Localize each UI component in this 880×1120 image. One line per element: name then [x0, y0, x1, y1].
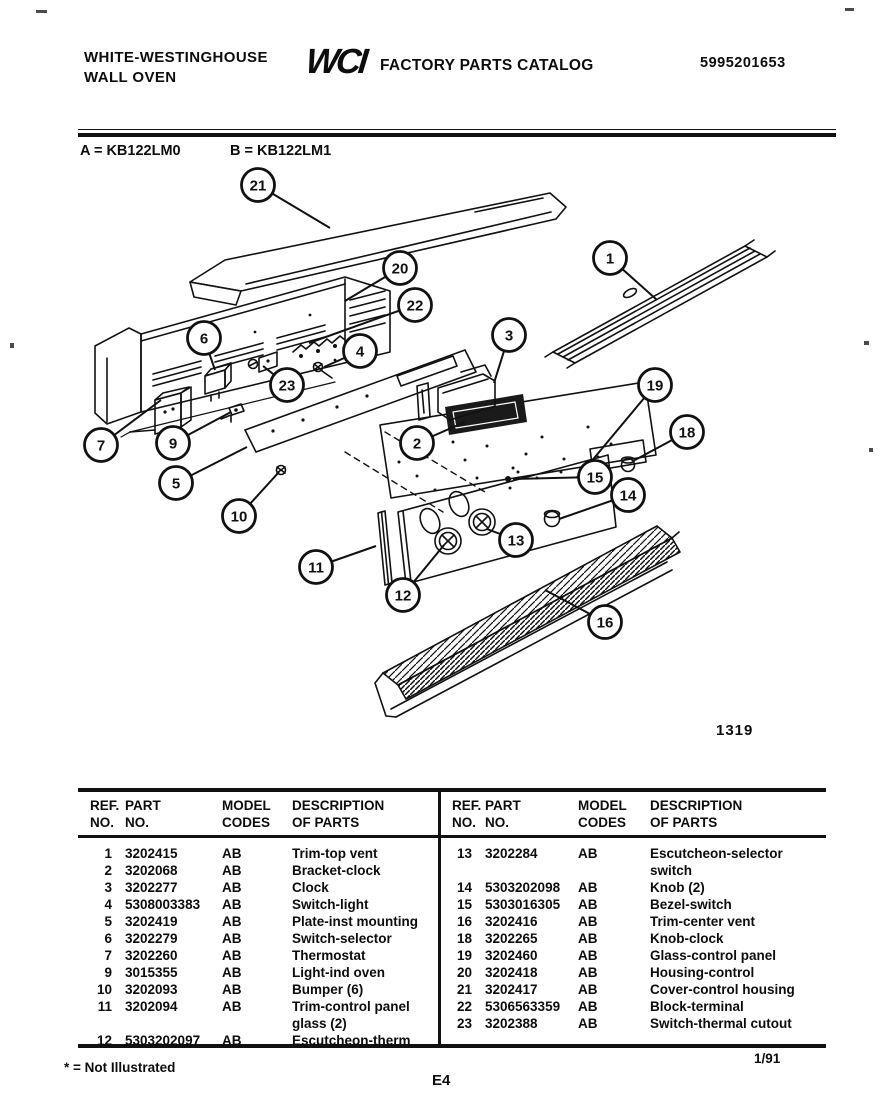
ref-no-cell: 18	[456, 931, 472, 946]
callout-number-5: 5	[171, 475, 181, 493]
brand-line2: WALL OVEN	[84, 69, 177, 86]
part-no-cell: 3202415	[125, 846, 178, 861]
model-codes-cell: AB	[222, 1033, 242, 1048]
trim-center-vent-shape	[375, 526, 680, 717]
panel-glass-trim-shape	[378, 511, 392, 585]
description-cell: Thermostat	[292, 948, 366, 963]
model-codes-cell: AB	[222, 846, 242, 861]
ref-no-cell: 15	[456, 897, 472, 912]
model-codes-cell: AB	[578, 931, 598, 946]
callout-number-12: 12	[394, 587, 412, 605]
part-no-cell: 3202260	[125, 948, 178, 963]
table-row	[441, 1015, 826, 1032]
brand-line1: WHITE-WESTINGHOUSE	[84, 49, 268, 66]
parts-table-right-half	[441, 792, 826, 1044]
model-codes-cell: AB	[222, 999, 242, 1014]
part-no-cell: 3202388	[485, 1016, 538, 1031]
description-cell: Knob (2)	[650, 880, 705, 895]
table-row	[441, 913, 826, 930]
not-illustrated-note: * = Not Illustrated	[64, 1060, 176, 1075]
ref-no-cell: 3	[104, 880, 112, 895]
model-codes-cell: AB	[222, 931, 242, 946]
table-header	[441, 792, 826, 838]
callout-number-14: 14	[619, 487, 637, 505]
parts-table	[78, 788, 826, 1048]
table-row	[441, 964, 826, 981]
table-row	[441, 981, 826, 998]
column-header-part: PART NO.	[485, 798, 521, 830]
table-row	[78, 913, 438, 930]
scan-mark	[845, 8, 854, 11]
description-cell: Cover-control housing	[650, 982, 795, 997]
figure-number: 1319	[716, 722, 754, 739]
callout-number-21: 21	[249, 177, 267, 195]
model-codes-cell: AB	[222, 863, 242, 878]
part-no-cell: 3202460	[485, 948, 538, 963]
callout-number-9: 9	[168, 435, 178, 453]
description-cell: Switch-light	[292, 897, 369, 912]
callout-number-18: 18	[678, 424, 696, 442]
description-cell: Trim-control panel glass (2)	[292, 999, 410, 1031]
ref-no-cell: 10	[96, 982, 112, 997]
description-cell: Escutcheon-therm	[292, 1033, 411, 1048]
issue-date: 1/91	[754, 1051, 781, 1066]
ref-no-cell: 21	[456, 982, 472, 997]
model-codes-cell: AB	[578, 965, 598, 980]
part-no-cell: 3202094	[125, 999, 178, 1014]
description-cell: Switch-selector	[292, 931, 392, 946]
model-a: A = KB122LM0	[80, 143, 181, 159]
table-header	[78, 792, 438, 838]
ref-no-cell: 11	[97, 999, 112, 1014]
callout-number-22: 22	[406, 297, 424, 315]
model-codes-cell: AB	[222, 880, 242, 895]
column-header-part: PART NO.	[125, 798, 161, 830]
table-row	[441, 998, 826, 1015]
ref-no-cell: 20	[456, 965, 472, 980]
cover-control-housing-shape	[190, 193, 566, 305]
part-no-cell: 3015355	[125, 965, 178, 980]
description-cell: Housing-control	[650, 965, 755, 980]
catalog-title: FACTORY PARTS CATALOG	[380, 57, 594, 74]
model-codes-cell: AB	[578, 880, 598, 895]
description-cell: Bracket-clock	[292, 863, 381, 878]
part-no-cell: 3202068	[125, 863, 178, 878]
part-no-cell: 3202093	[125, 982, 178, 997]
column-header-ref: REF. NO.	[452, 798, 482, 830]
ref-no-cell: 1	[104, 846, 112, 861]
bracket-tab-shape	[417, 383, 430, 420]
column-header-model: MODEL CODES	[222, 798, 271, 830]
description-cell: Trim-top vent	[292, 846, 378, 861]
trim-top-vent-shape	[545, 240, 775, 368]
ref-no-cell: 23	[456, 1016, 472, 1031]
description-cell: Clock	[292, 880, 329, 895]
part-no-cell: 5308003383	[125, 897, 201, 912]
exploded-parts-diagram	[45, 160, 835, 750]
model-codes-cell: AB	[222, 914, 242, 929]
description-cell: Bumper (6)	[292, 982, 364, 997]
callout-number-2: 2	[412, 435, 422, 453]
table-row	[78, 930, 438, 947]
ref-no-cell: 4	[104, 897, 112, 912]
table-row	[441, 947, 826, 964]
model-codes-cell: AB	[222, 982, 242, 997]
part-no-cell: 3202419	[125, 914, 178, 929]
column-header-model: MODEL CODES	[578, 798, 627, 830]
table-body-left	[78, 838, 438, 1049]
table-row	[78, 964, 438, 981]
description-cell: Switch-thermal cutout	[650, 1016, 792, 1031]
table-row	[78, 879, 438, 896]
callout-number-7: 7	[96, 437, 106, 455]
header-rule	[78, 129, 836, 137]
callout-number-4: 4	[355, 343, 365, 361]
model-codes-cell: AB	[222, 965, 242, 980]
ref-no-cell: 2	[104, 863, 112, 878]
callout-number-3: 3	[504, 327, 514, 345]
column-header-ref: REF. NO.	[90, 798, 120, 830]
model-codes-cell: AB	[578, 846, 598, 861]
table-row	[441, 879, 826, 896]
table-row	[78, 862, 438, 879]
callout-number-15: 15	[586, 469, 604, 487]
table-row	[78, 998, 438, 1032]
ref-no-cell: 9	[104, 965, 112, 980]
indicator-light-shape	[221, 404, 244, 422]
ref-no-cell: 12	[96, 1033, 112, 1048]
callout-number-1: 1	[605, 250, 615, 268]
part-no-cell: 3202265	[485, 931, 538, 946]
model-codes-cell: AB	[578, 999, 598, 1014]
model-codes-cell: AB	[222, 948, 242, 963]
table-row	[441, 896, 826, 913]
parts-table-left-half	[78, 792, 438, 1048]
callout-number-6: 6	[199, 330, 209, 348]
callout-number-23: 23	[278, 377, 296, 395]
callout-number-11: 11	[308, 559, 324, 577]
table-row	[441, 930, 826, 947]
column-header-description: DESCRIPTION OF PARTS	[650, 798, 743, 830]
callout-number-20: 20	[391, 260, 409, 278]
description-cell: Trim-center vent	[650, 914, 756, 929]
description-cell: Block-terminal	[650, 999, 744, 1014]
ref-no-cell: 5	[104, 914, 112, 929]
table-row	[78, 1032, 438, 1049]
thermostat-shape	[130, 387, 191, 434]
part-no-cell: 3202417	[485, 982, 538, 997]
ref-no-cell: 16	[456, 914, 472, 929]
part-no-cell: 5303202098	[485, 880, 561, 895]
ref-no-cell: 19	[456, 948, 472, 963]
description-cell: Bezel-switch	[650, 897, 732, 912]
description-cell: Knob-clock	[650, 931, 724, 946]
ref-no-cell: 13	[456, 846, 472, 861]
part-no-cell: 5303202097	[125, 1033, 201, 1048]
scan-mark	[869, 448, 873, 452]
brand-block	[84, 48, 268, 88]
model-codes-cell: AB	[578, 948, 598, 963]
model-codes-cell: AB	[578, 897, 598, 912]
scan-mark	[864, 341, 869, 345]
ref-no-cell: 14	[456, 880, 472, 895]
column-header-description: DESCRIPTION OF PARTS	[292, 798, 385, 830]
part-no-cell: 3202416	[485, 914, 538, 929]
part-no-cell: 3202279	[125, 931, 178, 946]
knob-shape	[545, 511, 560, 527]
model-b: B = KB122LM1	[230, 143, 332, 159]
callout-number-16: 16	[596, 614, 614, 632]
part-no-cell: 5303016305	[485, 897, 561, 912]
description-cell: Glass-control panel	[650, 948, 777, 963]
callout-number-13: 13	[507, 532, 525, 550]
part-no-cell: 3202284	[485, 846, 538, 861]
part-no-cell: 5306563359	[485, 999, 561, 1014]
ref-no-cell: 7	[104, 948, 112, 963]
table-row	[78, 896, 438, 913]
callout-number-19: 19	[646, 377, 664, 395]
part-no-cell: 3202277	[125, 880, 178, 895]
description-cell: Escutcheon-selector switch	[650, 846, 783, 878]
table-row	[78, 981, 438, 998]
model-codes-cell: AB	[578, 914, 598, 929]
model-codes-cell: AB	[578, 1016, 598, 1031]
scan-mark	[10, 343, 14, 348]
table-body-right	[441, 838, 826, 1032]
callout-number-10: 10	[230, 508, 248, 526]
document-number: 5995201653	[700, 55, 786, 71]
model-codes-cell: AB	[578, 982, 598, 997]
table-row	[78, 947, 438, 964]
model-codes-cell: AB	[222, 897, 242, 912]
table-row	[441, 845, 826, 879]
page-number: E4	[432, 1072, 451, 1089]
description-cell: Light-ind oven	[292, 965, 385, 980]
description-cell: Plate-inst mounting	[292, 914, 418, 929]
part-no-cell: 3202418	[485, 965, 538, 980]
scan-mark	[36, 10, 47, 13]
wci-logo: WCI	[304, 42, 368, 81]
table-row	[78, 845, 438, 862]
ref-no-cell: 6	[104, 931, 112, 946]
ref-no-cell: 22	[456, 999, 472, 1014]
